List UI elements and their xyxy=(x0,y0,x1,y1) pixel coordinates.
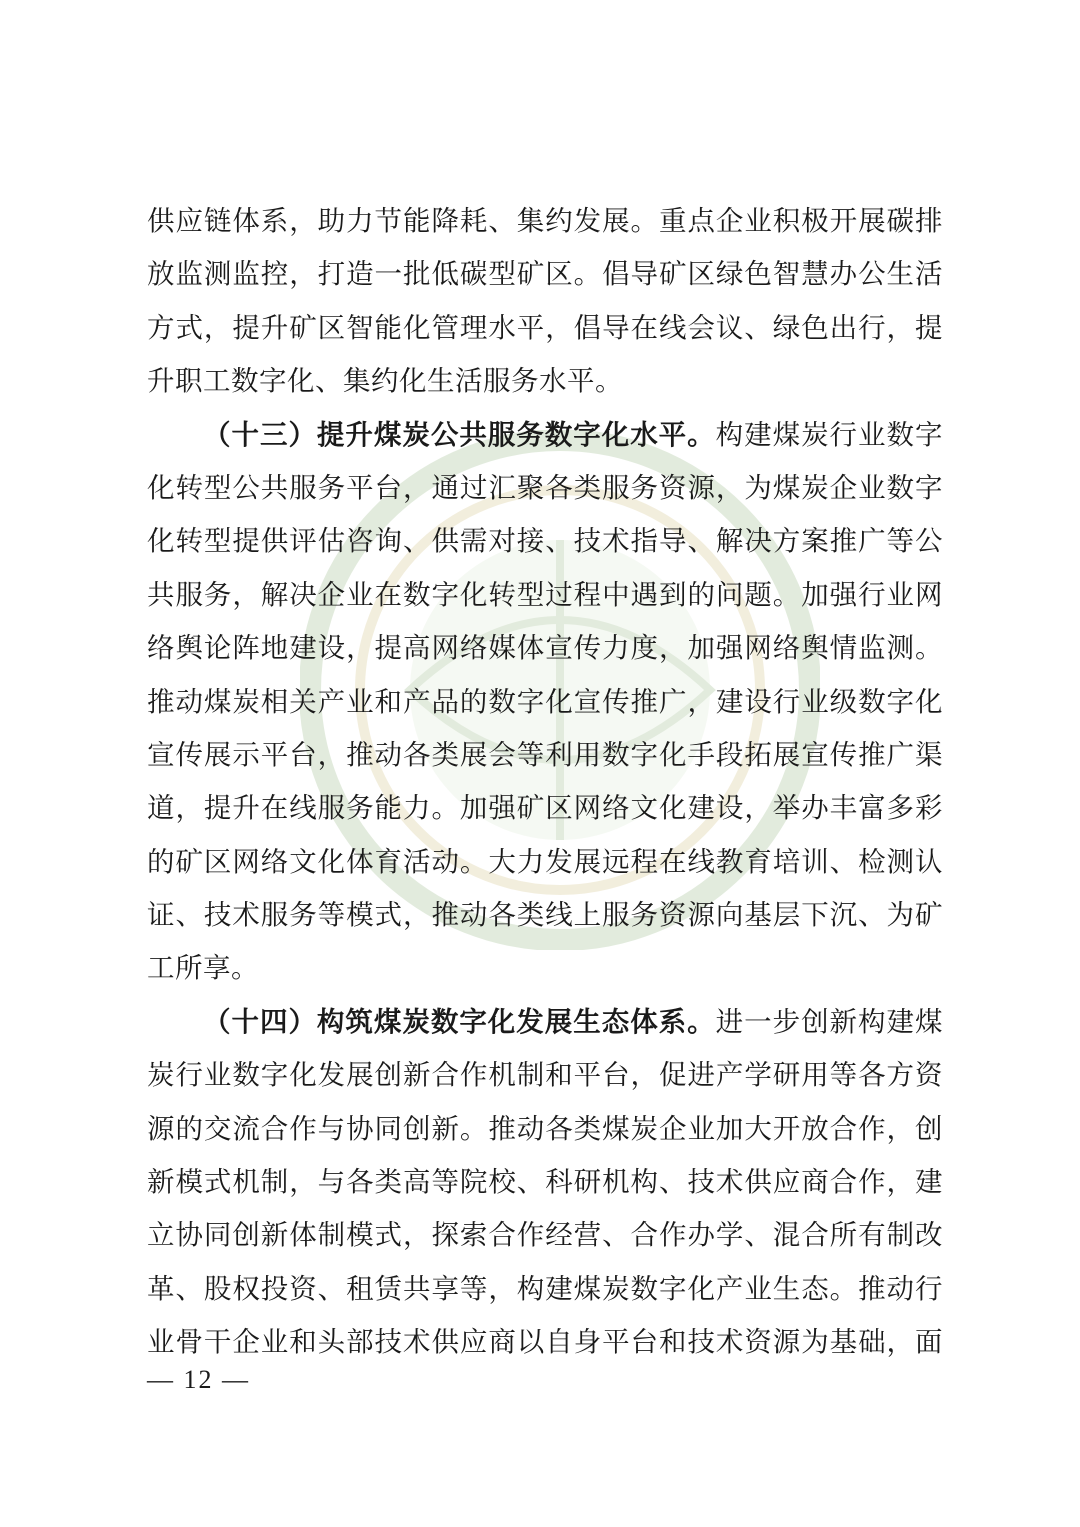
section-heading: （十三）提升煤炭公共服务数字化水平。 xyxy=(203,418,716,451)
text-line xyxy=(147,996,943,1049)
text-line: 络舆论阵地建设，提高网络媒体宣传力度，加强网络舆情监测。 xyxy=(147,632,943,665)
text-line: 共服务，解决企业在数字化转型过程中遇到的问题。加强行业网 xyxy=(147,578,943,611)
section-lead-text: 进一步创新构建煤 xyxy=(715,1005,943,1038)
page-number: — 12 — xyxy=(147,1365,250,1394)
text-line: 推动煤炭相关产业和产品的数字化宣传推广，建设行业级数字化 xyxy=(147,685,943,718)
text-line: 化转型提供评估咨询、供需对接、技术指导、解决方案推广等公 xyxy=(147,525,943,558)
text-line: 证、技术服务等模式，推动各类线上服务资源向基层下沉、为矿 xyxy=(147,899,943,932)
text-line: 业骨干企业和头部技术供应商以自身平台和技术资源为基础，面 xyxy=(147,1326,943,1359)
text-line: 道，提升在线服务能力。加强矿区网络文化建设，举办丰富多彩 xyxy=(147,792,943,825)
paragraph-1 xyxy=(147,195,943,409)
text-line xyxy=(147,409,943,462)
text-line: 新模式机制，与各类高等院校、科研机构、技术供应商合作，建 xyxy=(147,1166,943,1199)
text-line: 放监测监控，打造一批低碳型矿区。倡导矿区绿色智慧办公生活 xyxy=(147,258,943,291)
text-line: 炭行业数字化发展创新合作机制和平台，促进产学研用等各方资 xyxy=(147,1059,943,1092)
text-line: 化转型公共服务平台，通过汇聚各类服务资源，为煤炭企业数字 xyxy=(147,471,943,504)
section-13 xyxy=(147,409,943,996)
section-lead-text: 构建煤炭行业数字 xyxy=(715,418,943,451)
document-body xyxy=(147,195,943,1370)
text-line: 方式，提升矿区智能化管理水平，倡导在线会议、绿色出行，提 xyxy=(147,311,943,344)
text-line: 的矿区网络文化体育活动。大力发展远程在线教育培训、检测认 xyxy=(147,845,943,878)
section-heading: （十四）构筑煤炭数字化发展生态体系。 xyxy=(203,1005,716,1038)
text-line: 工所享。 xyxy=(147,952,259,985)
text-line: 立协同创新体制模式，探索合作经营、合作办学、混合所有制改 xyxy=(147,1219,943,1252)
text-line: 宣传展示平台，推动各类展会等利用数字化手段拓展宣传推广渠 xyxy=(147,738,943,771)
text-line: 革、股权投资、租赁共享等，构建煤炭数字化产业生态。推动行 xyxy=(147,1272,943,1305)
text-line: 升职工数字化、集约化生活服务水平。 xyxy=(147,365,623,398)
section-14 xyxy=(147,996,943,1370)
text-line: 源的交流合作与协同创新。推动各类煤炭企业加大开放合作，创 xyxy=(147,1112,943,1145)
text-line: 供应链体系，助力节能降耗、集约发展。重点企业积极开展碳排 xyxy=(147,205,943,237)
